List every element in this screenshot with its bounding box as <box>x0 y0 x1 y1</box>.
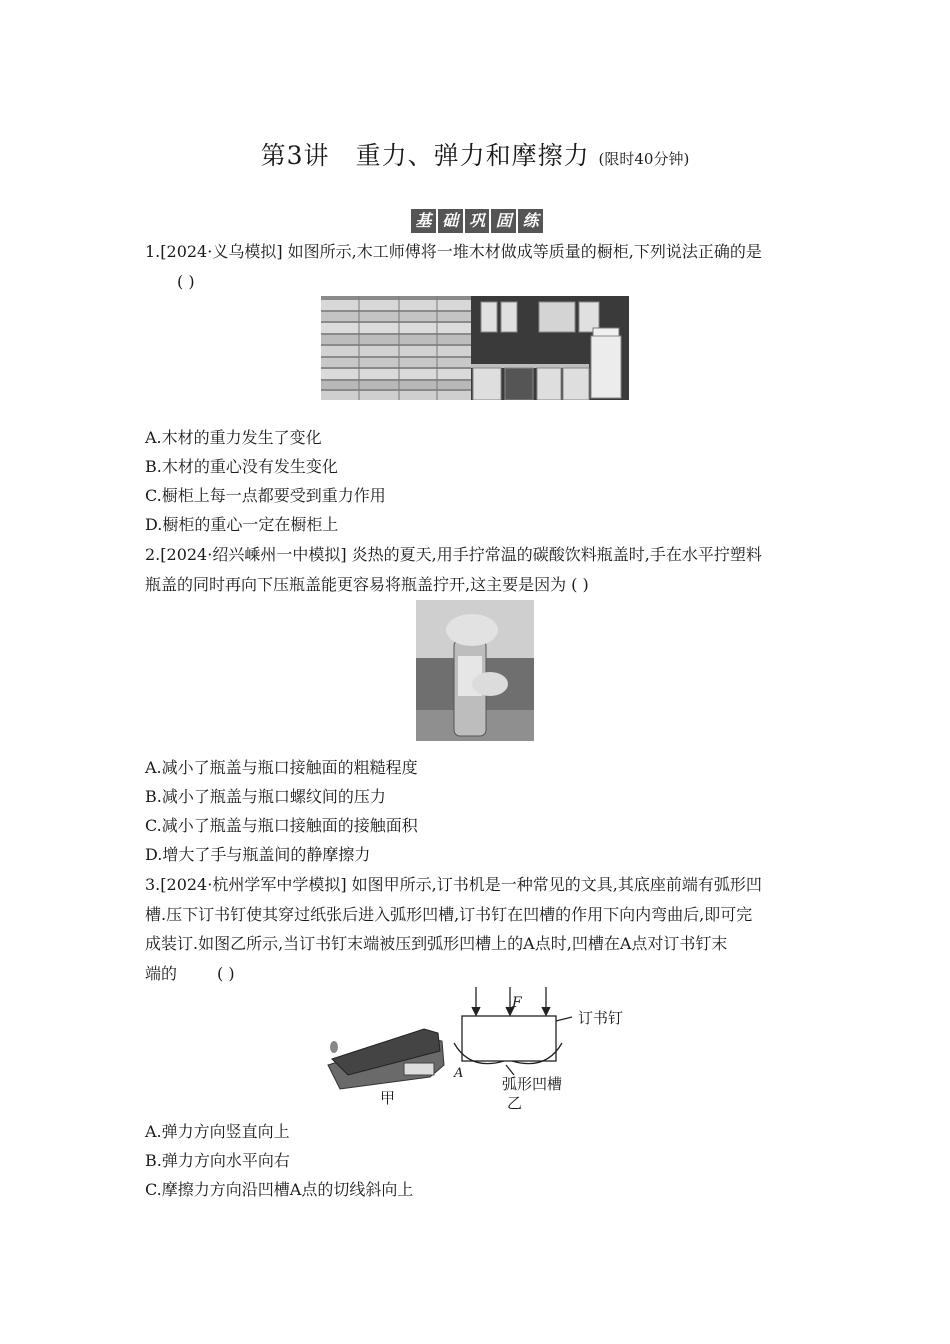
q3-option-b: B.弹力方向水平向右 <box>145 1151 290 1170</box>
q3-stem-line4 <box>145 964 235 984</box>
label-point-a: A <box>454 1066 464 1081</box>
q2-option-a: A.减小了瓶盖与瓶口接触面的粗糙程度 <box>145 758 418 777</box>
q1-figure <box>321 296 629 400</box>
q1-option-c: C.橱柜上每一点都要受到重力作用 <box>145 486 386 505</box>
section-char: 础 <box>438 209 463 233</box>
label-yi: 乙 <box>507 1094 523 1112</box>
label-staple: 订书钉 <box>578 1009 624 1027</box>
lecture-number: 第3讲 <box>260 141 330 170</box>
q1-option-b: B.木材的重心没有发生变化 <box>145 457 338 476</box>
q1-stem: 1.[2024·义乌模拟] 如图所示,木工师傅将一堆木材做成等质量的橱柜,下列说法正确的是 <box>145 242 762 261</box>
label-jia: 甲 <box>380 1089 396 1107</box>
q3-figure <box>320 985 640 1113</box>
q1-option-d: D.橱柜的重心一定在橱柜上 <box>145 515 339 534</box>
section-char: 巩 <box>465 209 490 233</box>
q1-blank: ( ) <box>177 272 195 291</box>
q2-option-d: D.增大了手与瓶盖间的静摩擦力 <box>145 845 371 864</box>
q3-stem-line1: 3.[2024·杭州学军中学模拟] 如图甲所示,订书机是一种常见的文具,其底座前端有弧形凹 <box>145 875 762 894</box>
section-char: 练 <box>518 209 543 233</box>
q3-option-c: C.摩擦力方向沿凹槽A点的切线斜向上 <box>145 1180 414 1199</box>
stapler-drawing <box>328 1029 444 1089</box>
q3-blank: ( ) <box>217 964 235 983</box>
q3-stem-line2: 槽.压下订书钉使其穿过纸张后进入弧形凹槽,订书钉在凹槽的作用下向内弯曲后,即可完 <box>145 905 753 924</box>
q2-option-b: B.减小了瓶盖与瓶口螺纹间的压力 <box>145 787 386 806</box>
label-groove: 弧形凹槽 <box>502 1075 563 1093</box>
q2-stem-line2: 瓶盖的同时再向下压瓶盖能更容易将瓶盖拧开,这主要是因为 ( ) <box>145 575 589 594</box>
section-badge <box>411 209 543 233</box>
q1-option-a: A.木材的重力发生了变化 <box>145 428 322 447</box>
page-title <box>0 136 950 172</box>
kitchen-cabinet-photo <box>471 296 629 400</box>
lecture-topic: 重力、弹力和摩擦力 <box>355 141 590 170</box>
label-force: F <box>512 995 522 1011</box>
q3-stem-end: 端的 <box>145 964 178 983</box>
section-char: 基 <box>411 209 436 233</box>
q3-stem-line3: 成装订.如图乙所示,当订书钉末端被压到弧形凹槽上的A点时,凹槽在A点对订书钉末 <box>145 934 728 953</box>
q3-option-a: A.弹力方向竖直向上 <box>145 1122 290 1141</box>
q2-stem-line1: 2.[2024·绍兴嵊州一中模拟] 炎热的夏天,用手拧常温的碳酸饮料瓶盖时,手在水平拧塑料 <box>145 545 762 564</box>
section-char: 固 <box>491 209 516 233</box>
q2-bottle-photo <box>416 600 534 741</box>
q2-option-c: C.减小了瓶盖与瓶口接触面的接触面积 <box>145 816 418 835</box>
lumber-photo <box>321 296 471 400</box>
time-limit: (限时40分钟) <box>598 150 690 168</box>
